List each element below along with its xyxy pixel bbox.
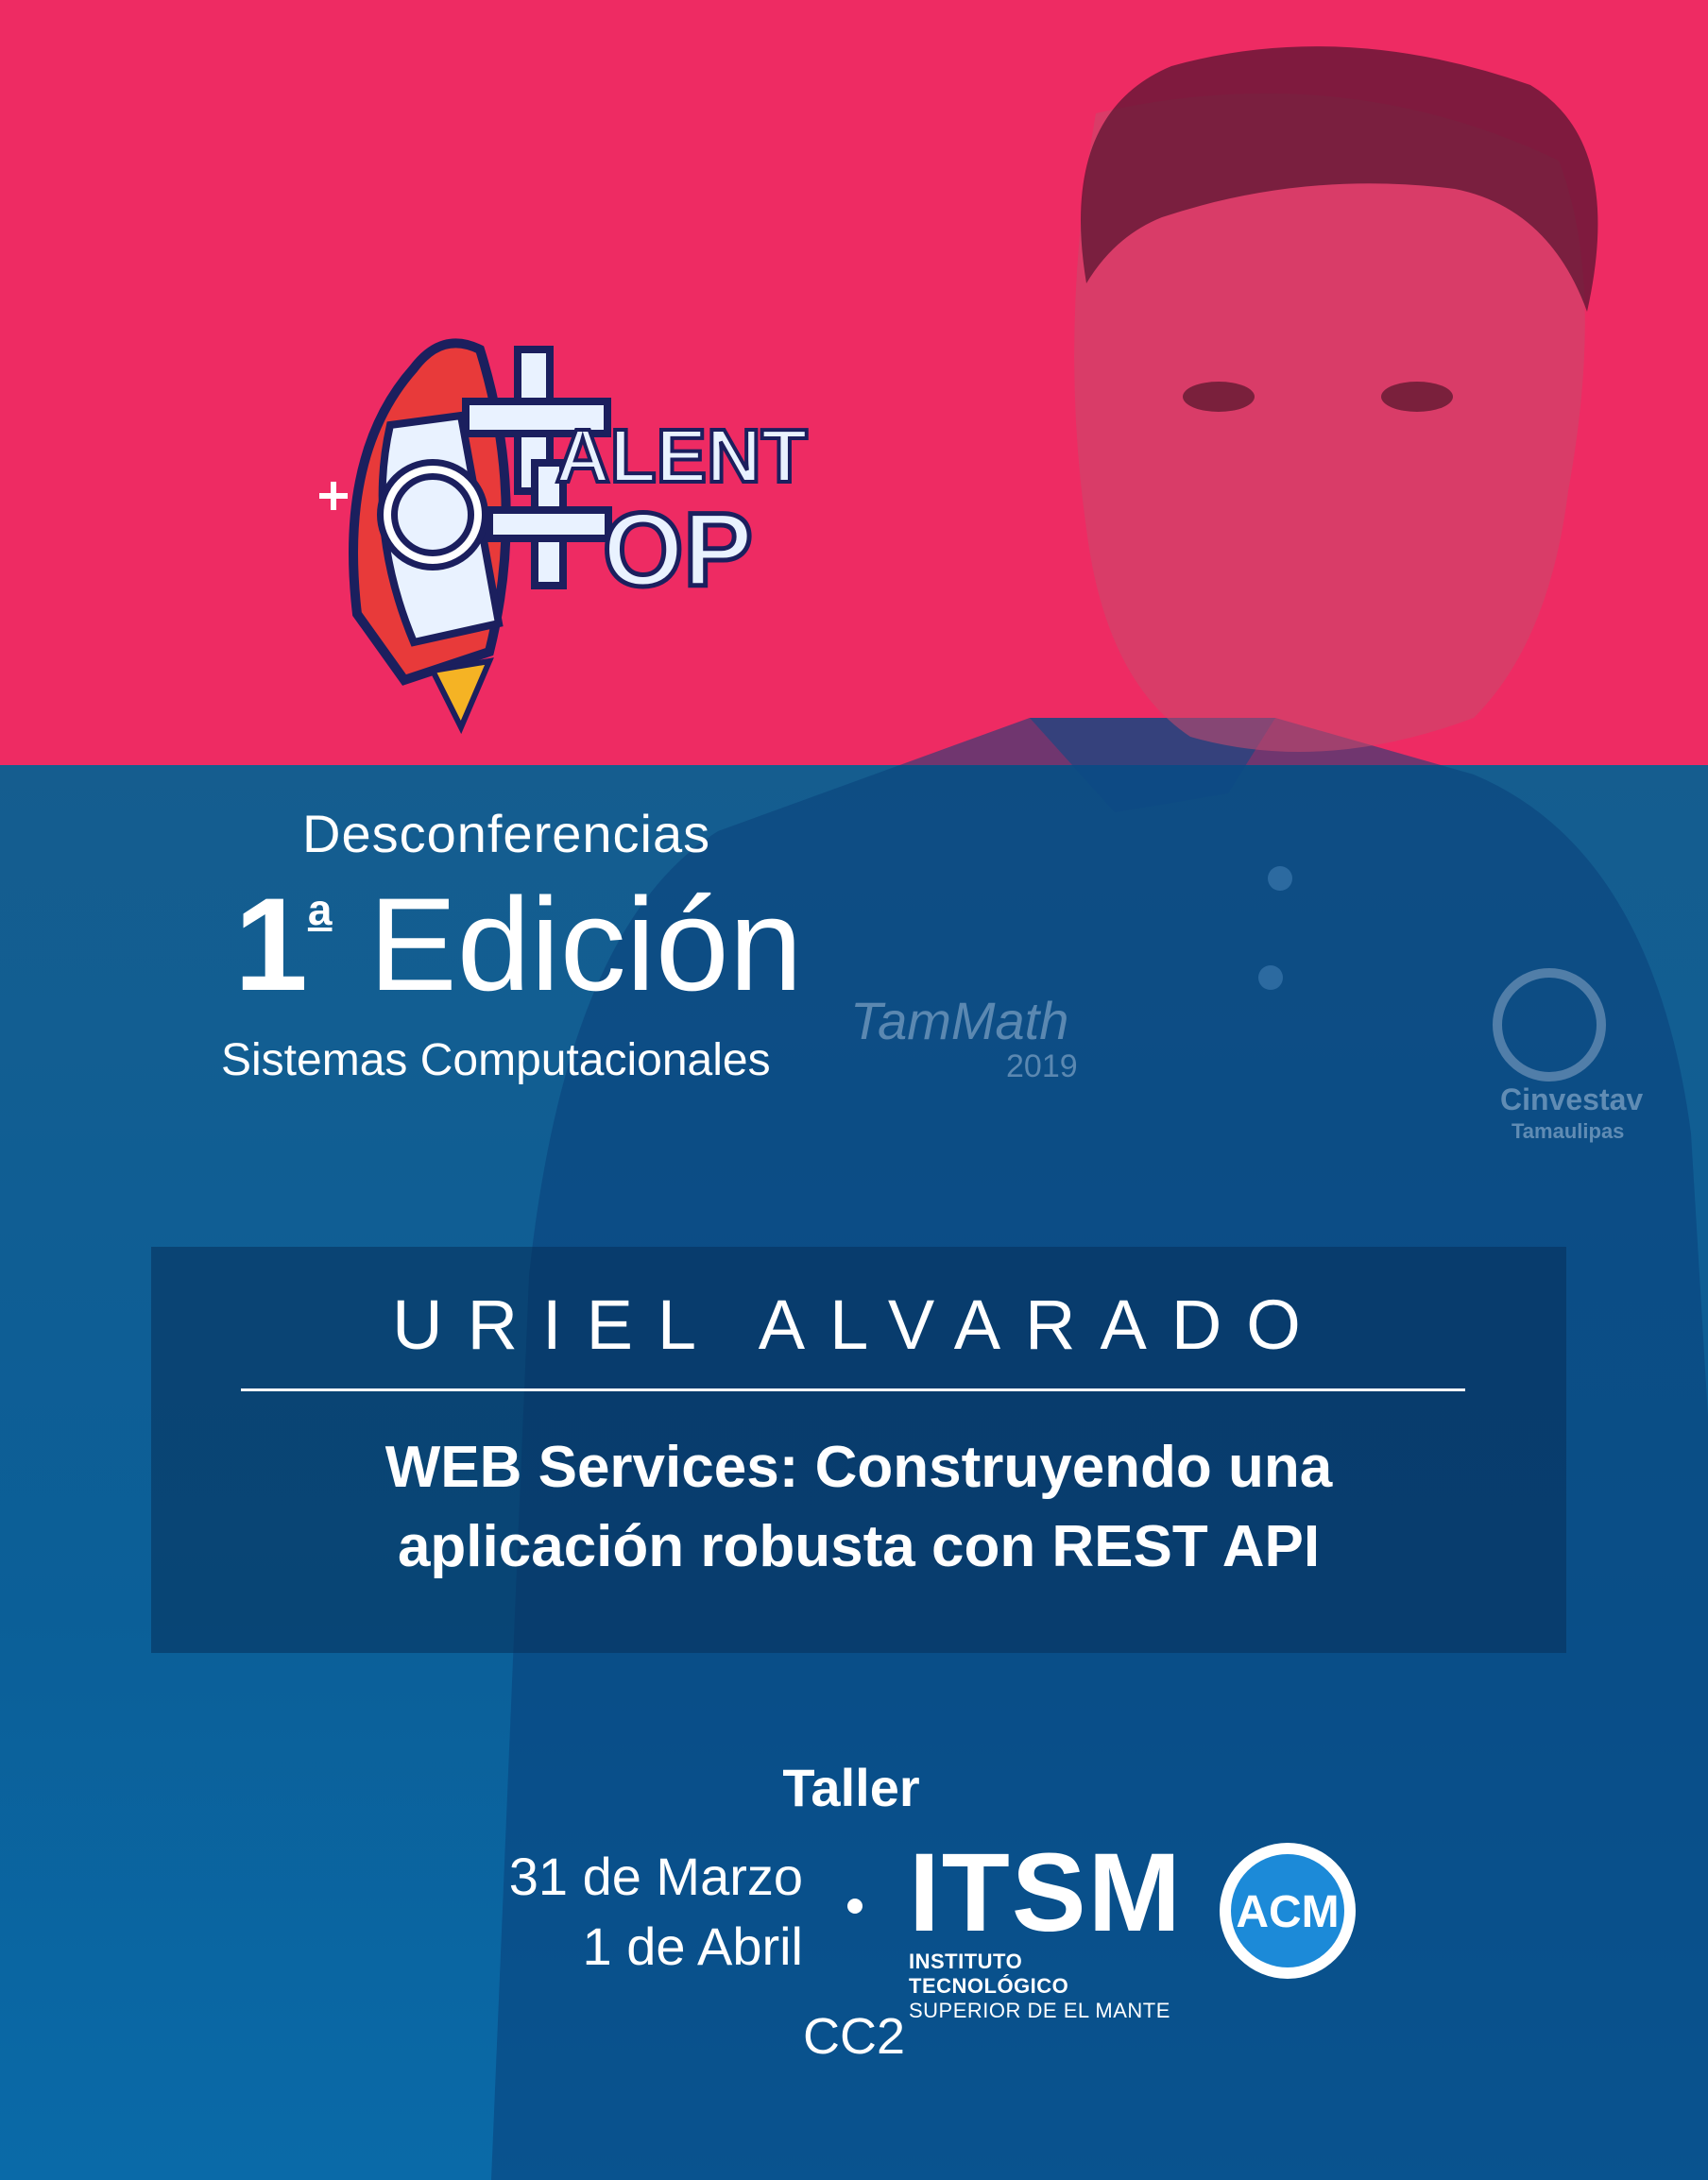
session-room: CC2 bbox=[803, 2008, 906, 2065]
shirt-button bbox=[1258, 965, 1283, 990]
itsm-name: ITSM bbox=[909, 1831, 1183, 1955]
shirt-badge-text: Cinvestav bbox=[1500, 1082, 1644, 1116]
speaker-card bbox=[151, 1247, 1566, 1653]
itsm-line1: INSTITUTO TECNOLÓGICO bbox=[909, 1950, 1069, 1998]
logo-text-line2: OP bbox=[603, 492, 753, 608]
session-date-1: 31 de Marzo bbox=[508, 1847, 803, 1906]
talk-title-line1: WEB Services: Construyendo una bbox=[384, 1435, 1333, 1500]
shirt-button bbox=[1268, 866, 1292, 891]
session-dates bbox=[359, 1842, 803, 1982]
itsm-logo bbox=[909, 1831, 1183, 2023]
shirt-chest-year: 2019 bbox=[1006, 1048, 1078, 1084]
talk-title bbox=[151, 1428, 1566, 1587]
speaker-name: URIEL ALVARADO bbox=[392, 1286, 1325, 1364]
plus-icon bbox=[319, 482, 348, 510]
department-label: Sistemas Computacionales bbox=[221, 1035, 771, 1085]
series-title: Desconferencias bbox=[302, 804, 711, 863]
session-type-label: Taller bbox=[782, 1758, 920, 1817]
acm-name: ACM bbox=[1236, 1887, 1340, 1937]
edition-number: 1 bbox=[234, 870, 308, 1018]
logo-text-line1: ALENT bbox=[555, 414, 808, 498]
speaker-eye-left bbox=[1183, 382, 1255, 412]
edition-title bbox=[234, 870, 803, 1018]
talent-top-logo bbox=[300, 312, 811, 746]
edition-suffix: a bbox=[307, 885, 333, 934]
separator-dot bbox=[847, 1899, 863, 1914]
session-type bbox=[0, 1757, 1708, 1818]
rocket-flame-icon bbox=[433, 661, 489, 727]
itsm-line2: SUPERIOR DE EL MANTE bbox=[909, 1999, 1170, 2022]
shirt-badge-sub: Tamaulipas bbox=[1512, 1119, 1625, 1143]
edition-word: Edición bbox=[368, 870, 803, 1018]
shirt-chest-text: TamMath bbox=[850, 991, 1069, 1050]
talk-title-line2: aplicación robusta con REST API bbox=[397, 1514, 1321, 1579]
session-date-2: 1 de Abril bbox=[582, 1916, 803, 1976]
acm-logo bbox=[1217, 1840, 1358, 1982]
speaker-eye-right bbox=[1381, 382, 1453, 412]
divider bbox=[241, 1388, 1465, 1391]
